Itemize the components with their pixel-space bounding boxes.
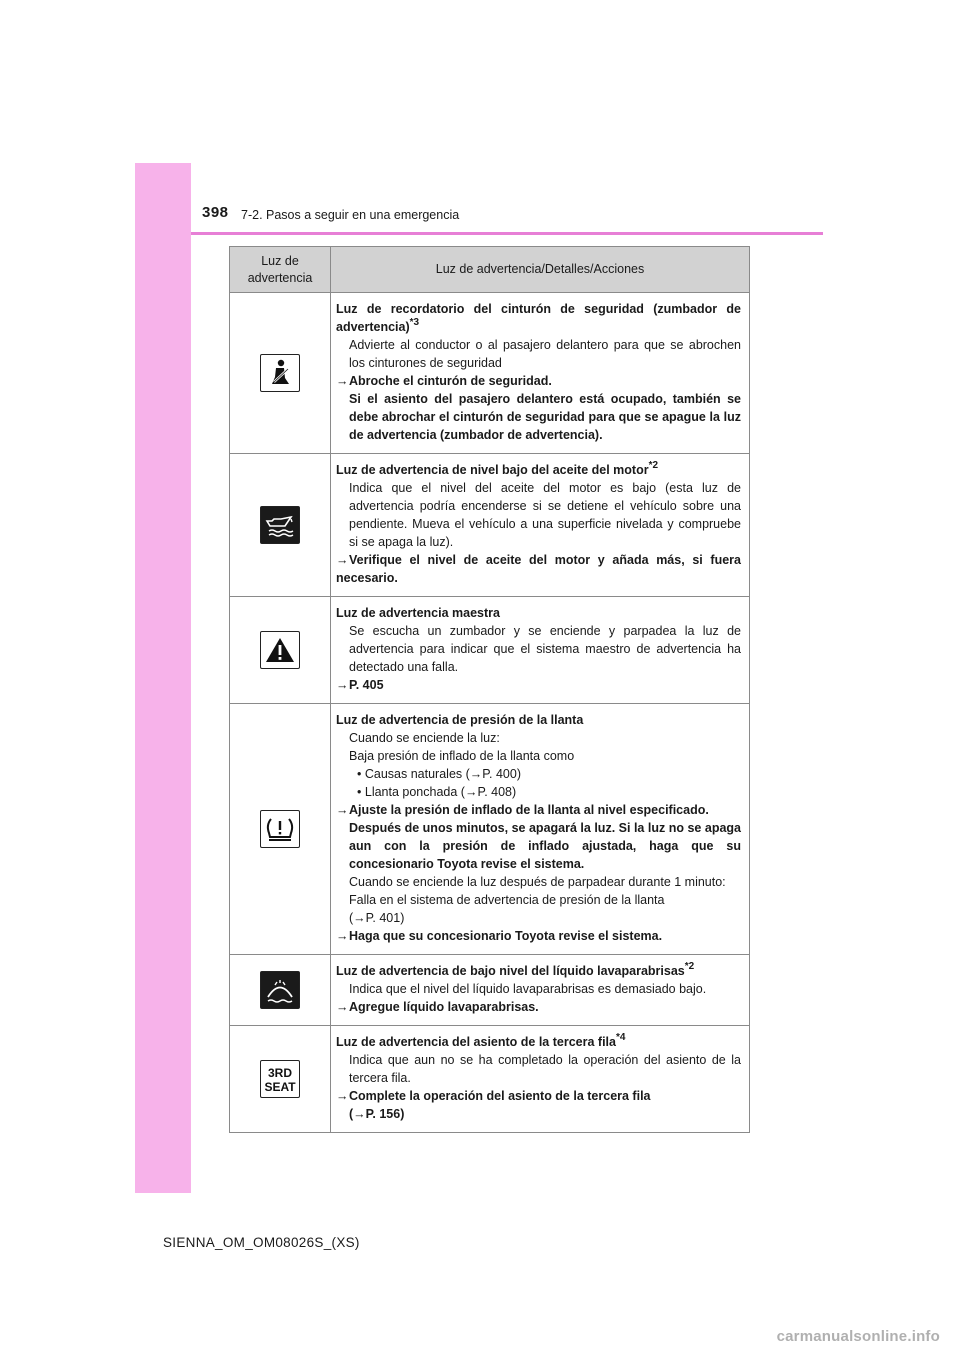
row-title: Luz de advertencia de bajo nivel del líquido lavaparabrisas <box>336 964 685 978</box>
row-title: Luz de advertencia del asiento de la tercera fila <box>336 1035 616 1049</box>
row-action: Haga que su concesionario Toyota revise el sistema. <box>349 929 663 943</box>
footnote-ref: *3 <box>409 316 420 328</box>
row-action: Verifique el nivel de aceite del motor y añada más, si fuera necesario. <box>336 553 741 585</box>
section-title: 7-2. Pasos a seguir en una emergencia <box>241 208 460 222</box>
icon-label-seat: SEAT <box>264 1080 296 1094</box>
page-reference[interactable]: P. 401) <box>365 911 405 925</box>
row-title: Luz de advertencia de presión de la llanta <box>336 713 584 727</box>
page-reference[interactable]: P. 400) <box>482 767 521 781</box>
col-header-light: Luz de advertencia <box>230 247 331 293</box>
arrow-glyph: → <box>336 1089 349 1103</box>
tire-pressure-icon <box>260 810 300 848</box>
arrow-glyph: → <box>336 553 349 567</box>
table-header-row <box>230 247 750 293</box>
row-title: Luz de recordatorio del cinturón de seguridad (zumbador de advertencia) <box>336 302 741 334</box>
bullet-glyph: • <box>357 785 362 799</box>
arrow-glyph: → <box>336 678 349 692</box>
arrow-glyph: → <box>336 929 349 943</box>
bullet-text: Causas naturales ( <box>364 767 470 781</box>
master-warning-icon <box>260 631 300 669</box>
watermark: carmanualsonline.info <box>776 1328 940 1345</box>
oil-level-icon <box>260 506 300 544</box>
arrow-glyph: → <box>336 374 349 388</box>
table-row <box>230 293 750 454</box>
page-reference[interactable]: P. 408) <box>477 785 517 799</box>
seatbelt-reminder-icon <box>260 354 300 392</box>
row-description: Advierte al conductor o al pasajero delantero para que se abrochen los cinturones de seguridad <box>349 338 741 370</box>
table-row <box>230 597 750 704</box>
row-description: Indica que el nivel del líquido lavaparabrisas es demasiado bajo. <box>349 982 707 996</box>
washer-fluid-icon <box>260 971 300 1009</box>
arrow-glyph: → <box>469 767 483 781</box>
table-row: Luz de advertencia de presión de la llanta Cuando se enciende la luz: Baja presión de inflado de la llanta como • Causas naturales (→P. 400) • Llanta ponchada (→P. 408) →Ajuste la presión de inflado de la llanta al nivel especificado. Después de unos minutos, se apagará la luz. Si la luz no se apaga aun con la presión de inflado ajustada, haga que su concesionario Toyota revise el sistema. Cuando se enciende la luz después de parpadear durante 1 minuto: Falla en el sistema de advertencia de presión de la llanta (→P. 401) →Haga que su concesionario Toyota revise el sistema. <box>230 704 750 955</box>
footnote-ref: *2 <box>648 459 659 471</box>
bullet-text: Llanta ponchada ( <box>364 785 465 799</box>
row-description: Se escucha un zumbador y se enciende y parpadea la luz de advertencia para indicar que el sistema maestro de advertencia ha detectado una falla. <box>349 624 741 674</box>
row-action: Abroche el cinturón de seguridad. <box>349 374 552 388</box>
footnote-ref: *2 <box>684 960 695 972</box>
header-rule <box>191 232 823 235</box>
page-reference[interactable]: P. 156) <box>365 1107 405 1121</box>
row-action-detail: Si el asiento del pasajero delantero está ocupado, también se debe abrochar el cinturón de seguridad para que se apague la luz de advertencia (zumbador de advertencia). <box>349 392 741 442</box>
arrow-glyph: → <box>353 911 366 925</box>
table-row <box>230 955 750 1026</box>
document-id: SIENNA_OM_OM08026S_(XS) <box>163 1235 360 1250</box>
table-row <box>230 454 750 597</box>
table-row: 3RD SEAT Luz de advertencia del asiento de la tercera fila$^{*4}$ Indica que aun no se ha completado la operación del asiento de la tercera fila. →Complete la operación del asiento de la tercera fila (→P. 156) <box>230 1026 750 1133</box>
page-reference[interactable]: P. 405 <box>349 678 384 692</box>
arrow-glyph: → <box>336 803 349 817</box>
row-text: Baja presión de inflado de la llanta como <box>349 749 575 763</box>
row-text: Falla en el sistema de advertencia de presión de la llanta <box>349 893 665 907</box>
row-text: Cuando se enciende la luz después de parpadear durante 1 minuto: <box>349 875 726 889</box>
arrow-glyph: → <box>464 785 478 799</box>
row-text: Cuando se enciende la luz: <box>349 731 500 745</box>
arrow-glyph: → <box>336 1000 349 1014</box>
row-title: Luz de advertencia de nivel bajo del aceite del motor <box>336 463 649 477</box>
row-action: Agregue líquido lavaparabrisas. <box>349 1000 539 1014</box>
footnote-ref: *4 <box>615 1031 626 1043</box>
page-number: 398 <box>202 204 229 221</box>
row-action: Complete la operación del asiento de la tercera fila <box>349 1089 651 1103</box>
icon-label-3rd: 3RD <box>267 1066 293 1080</box>
bullet-glyph: • <box>357 767 362 781</box>
row-title: Luz de advertencia maestra <box>336 606 500 620</box>
arrow-glyph: → <box>353 1107 366 1121</box>
col-header-details: Luz de advertencia/Detalles/Acciones <box>331 247 750 293</box>
warning-lights-table <box>229 246 750 1133</box>
chapter-tab-band <box>135 163 191 1193</box>
row-action: Ajuste la presión de inflado de la llanta al nivel especificado. <box>349 803 709 817</box>
row-description: Indica que el nivel del aceite del motor es bajo (esta luz de advertencia podría encenderse si se detiene el vehículo sobre una pendiente. Mueva el vehículo a una superficie nivelada y compruebe si se apaga la luz). <box>349 481 741 549</box>
third-row-seat-icon <box>260 1060 300 1098</box>
row-action-detail: Después de unos minutos, se apagará la luz. Si la luz no se apaga aun con la presión de inflado ajustada, haga que su concesionario Toyota revise el sistema. <box>349 821 741 871</box>
row-description: Indica que aun no se ha completado la operación del asiento de la tercera fila. <box>349 1053 741 1085</box>
